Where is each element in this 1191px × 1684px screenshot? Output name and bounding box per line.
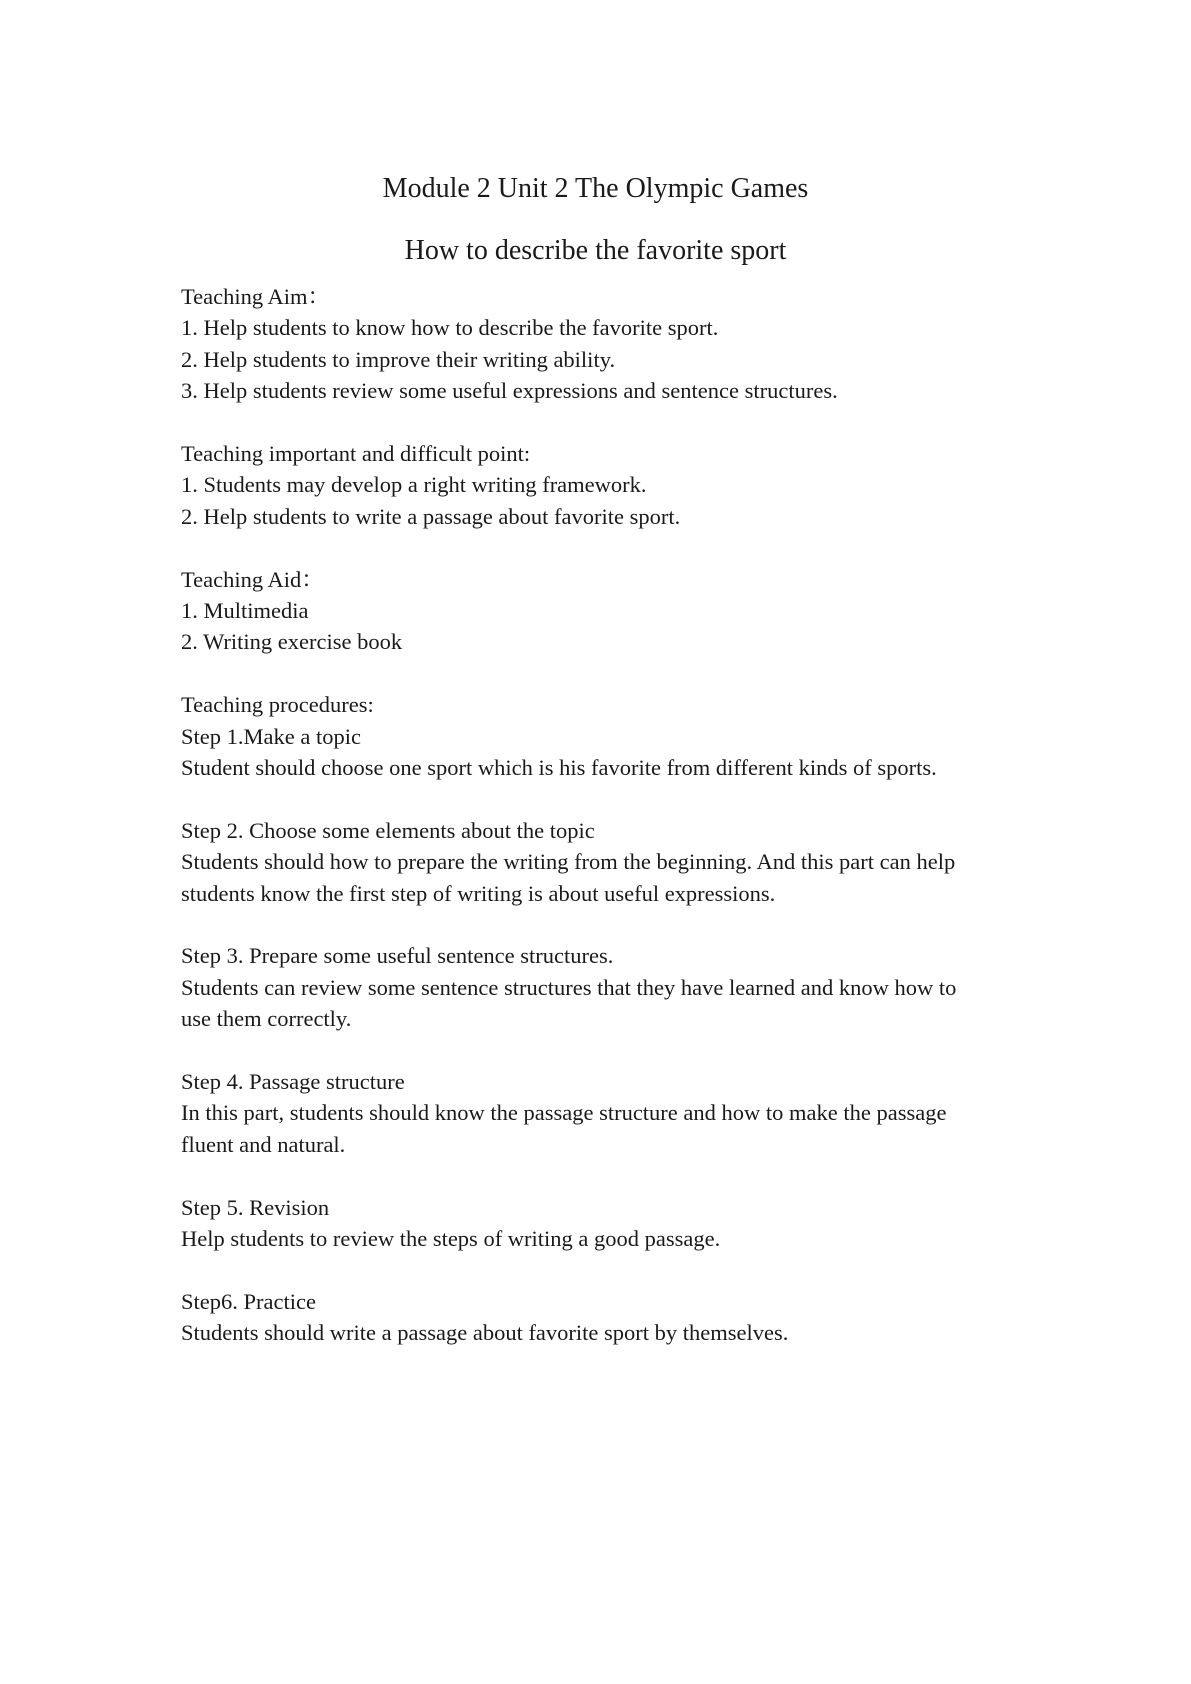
paragraph-gap [181,1254,1031,1285]
paragraph-gap [181,532,1031,563]
paragraph-gap [181,1160,1031,1191]
step-text: Help students to review the steps of writing a good passage. [181,1226,721,1252]
list-item: 2. Writing exercise book [181,629,403,655]
document-body [181,281,1031,1349]
paragraph-gap [181,1035,1031,1066]
list-item: 1. Help students to know how to describe the favorite sport. [181,315,719,341]
step-title: Step 4. Passage structure [181,1069,405,1095]
list-item: 1. Multimedia [181,598,309,624]
step-text: Students should how to prepare the writing from the beginning. And this part can help [181,849,956,875]
step-text: Student should choose one sport which is his favorite from different kinds of sports. [181,755,937,781]
step-text: use them correctly. [181,1006,352,1032]
list-item: 1. Students may develop a right writing framework. [181,472,647,498]
step-text: In this part, students should know the passage structure and how to make the passage [181,1100,947,1126]
step-title: Step 5. Revision [181,1194,330,1220]
list-item: 3. Help students review some useful expressions and sentence structures. [181,378,838,404]
document-title: Module 2 Unit 2 The Olympic Games [382,173,809,204]
paragraph-gap [181,783,1031,814]
step-title: Step 3. Prepare some useful sentence structures. [181,943,614,969]
paragraph-gap [181,407,1031,438]
paragraph-gap [181,909,1031,940]
list-item: 2. Help students to write a passage about favorite sport. [181,503,681,529]
section-heading-teaching-aim: Teaching Aim： [181,284,331,309]
step-title: Step 1.Make a topic [181,723,361,749]
paragraph-gap [181,658,1031,689]
section-heading-teaching-aid: Teaching Aid： [181,566,324,592]
document-subtitle: How to describe the favorite sport [404,235,787,266]
step-text: fluent and natural. [181,1131,346,1157]
list-item: 2. Help students to improve their writing ability. [181,346,616,372]
section-heading-teaching-procedures: Teaching procedures: [181,692,374,718]
section-heading-important-point: Teaching important and difficult point: [181,441,531,467]
step-text: Students should write a passage about favorite sport by themselves. [181,1320,789,1346]
step-title: Step6. Practice [181,1288,316,1314]
step-text: students know the first step of writing is about useful expressions. [181,880,776,906]
step-text: Students can review some sentence structures that they have learned and know how to [181,974,957,1000]
step-title: Step 2. Choose some elements about the topic [181,817,595,843]
